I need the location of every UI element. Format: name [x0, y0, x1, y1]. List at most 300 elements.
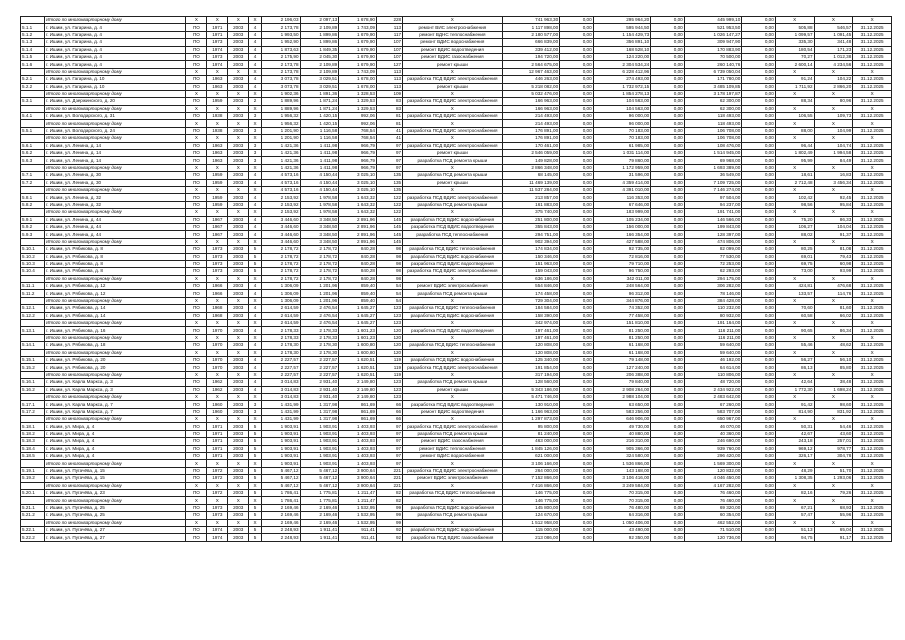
table-cell: 1 600,80: [339, 349, 377, 356]
row-number: [21, 68, 45, 75]
table-cell: X: [207, 105, 228, 112]
table-cell: 1962: [207, 386, 228, 393]
table-cell: X: [186, 416, 207, 423]
table-cell: 2003: [228, 260, 249, 267]
table-cell: 91,37: [814, 231, 853, 238]
table-cell: 2 169,46: [261, 504, 300, 511]
table-cell: 107: [376, 39, 402, 46]
table-cell: 31.12.2025: [853, 534, 892, 541]
table-cell: 18,61: [775, 172, 814, 179]
table-cell: разработка ПСД ремонта крыши: [403, 430, 502, 437]
table-cell: X: [249, 135, 262, 142]
table-cell: 1971: [207, 438, 228, 445]
table-cell: 0,00: [651, 453, 685, 460]
row-number: [21, 90, 45, 97]
table-cell: 59 640,00: [684, 349, 742, 356]
address-cell: г. Ишим, ул. Пугачёва, д. 25: [45, 504, 186, 511]
table-cell: 2 908 264,00: [593, 386, 651, 393]
table-cell: разработка ПСД ВДИС электроснабжения: [403, 76, 502, 83]
table-cell: 1 643,32: [339, 209, 377, 216]
table-cell: ПО: [186, 31, 207, 38]
table-cell: 0,00: [651, 504, 685, 511]
table-cell: разработка ПСД ВДИС теплоснабжения: [403, 305, 502, 312]
table-cell: ПО: [186, 526, 207, 533]
table-cell: ПО: [186, 142, 207, 149]
table-cell: 992,06: [339, 120, 377, 127]
table-cell: 5: [249, 526, 262, 533]
table-cell: 1 903,91: [300, 430, 339, 437]
table-cell: 1 166 963,00: [502, 408, 560, 415]
table-cell: 113: [376, 76, 402, 83]
table-cell: 85,80: [814, 364, 853, 371]
table-cell: 70,60: [775, 305, 814, 312]
row-number: 5.11.2: [21, 290, 45, 297]
table-cell: 666 839,00: [502, 39, 560, 46]
table-cell: 0,00: [560, 53, 594, 60]
table-cell: 0,00: [651, 17, 685, 24]
table-cell: 94,75: [775, 534, 814, 541]
table-cell: 0,00: [560, 268, 594, 275]
table-cell: X: [403, 460, 502, 467]
table-cell: 355 843,00: [502, 223, 560, 230]
table-cell: 2 178,72: [300, 260, 339, 267]
table-cell: 3 025,10: [339, 179, 377, 186]
table-cell: 859,40: [339, 297, 377, 304]
table-cell: 768,54: [339, 127, 377, 134]
table-cell: 0,00: [560, 283, 594, 290]
table-cell: X: [853, 275, 892, 282]
table-row: [21, 24, 892, 31]
table-cell: 0,00: [560, 24, 594, 31]
table-cell: 295 964,20: [593, 17, 651, 24]
table-row: [21, 39, 892, 46]
table-cell: 123: [376, 305, 402, 312]
table-cell: ПО: [186, 98, 207, 105]
table-cell: X: [853, 460, 892, 467]
table-cell: 1 091,45: [814, 31, 853, 38]
address-cell: г. Ишим, ул. Рябикова, д. 8: [45, 246, 186, 253]
table-cell: 583 707,00: [684, 408, 742, 415]
table-cell: 5 218 082,00: [502, 83, 560, 90]
table-cell: разработка ПСД ВДИС водоснабжения: [403, 356, 502, 363]
table-cell: 54: [376, 283, 402, 290]
table-cell: X: [775, 371, 814, 378]
table-cell: ремонт ВДИС водоотведения: [403, 46, 502, 53]
table-cell: X: [814, 209, 853, 216]
table-cell: 50,31: [775, 423, 814, 430]
table-cell: X: [249, 371, 262, 378]
subtotal-label: Итого по многоквартирному дому: [45, 297, 186, 304]
subtotal-label: Итого по многоквартирному дому: [45, 135, 186, 142]
subtotal-label: Итого по многоквартирному дому: [45, 105, 186, 112]
table-cell: X: [403, 416, 502, 423]
row-number: [21, 334, 45, 341]
table-cell: 31.12.2025: [853, 179, 892, 186]
table-cell: 81: [376, 120, 402, 127]
table-cell: 70 183,00: [593, 135, 651, 142]
table-cell: X: [814, 482, 853, 489]
table-cell: 2 248,93: [261, 534, 300, 541]
table-cell: 0,00: [742, 164, 776, 171]
table-cell: ПО: [186, 201, 207, 208]
table-cell: 0,00: [742, 238, 776, 245]
table-cell: X: [814, 320, 853, 327]
table-cell: 1973: [207, 260, 228, 267]
table-cell: 2003: [228, 127, 249, 134]
address-cell: г. Ишим, ул. Рябикова, д. 12: [45, 290, 186, 297]
table-cell: 861,69: [339, 401, 377, 408]
table-cell: 1 679,90: [339, 53, 377, 60]
table-cell: 0,00: [742, 416, 776, 423]
address-cell: г. Ишим, ул. Дзержинского, д. 20: [45, 98, 186, 105]
table-cell: 0,00: [651, 172, 685, 179]
table-cell: 0,00: [651, 320, 685, 327]
table-cell: ПО: [186, 53, 207, 60]
table-cell: 40 360,00: [684, 430, 742, 437]
table-cell: 81 250,00: [593, 334, 651, 341]
table-row: [21, 98, 892, 105]
table-cell: 1 099,57: [775, 31, 814, 38]
table-row: [21, 305, 892, 312]
table-cell: X: [775, 105, 814, 112]
table-cell: 2 614,59: [261, 312, 300, 319]
table-cell: 7 109 725,00: [684, 179, 742, 186]
row-number: 5.22.2: [21, 534, 45, 541]
table-cell: 1 775,81: [300, 497, 339, 504]
table-cell: 67 646,00: [593, 201, 651, 208]
subtotal-label: Итого по многоквартирному дому: [45, 497, 186, 504]
address-cell: г. Ишим, ул. Ленина, д. 32: [45, 201, 186, 208]
table-cell: 0,00: [560, 76, 594, 83]
table-cell: 0,00: [742, 53, 776, 60]
table-cell: 77 530,00: [684, 253, 742, 260]
table-cell: 2 227,57: [261, 364, 300, 371]
table-cell: 2003: [228, 356, 249, 363]
table-cell: 0,00: [742, 31, 776, 38]
table-cell: 0,00: [742, 98, 776, 105]
table-cell: 119: [376, 356, 402, 363]
table-cell: 0,00: [651, 24, 685, 31]
row-number: 5.10.1: [21, 246, 45, 253]
table-cell: X: [186, 90, 207, 97]
table-cell: 0,00: [742, 490, 776, 497]
table-cell: 82 099,00: [684, 246, 742, 253]
subtotal-row: [21, 460, 892, 467]
row-number: [21, 186, 45, 193]
register-table: [20, 16, 892, 542]
table-cell: 0,00: [560, 186, 594, 193]
table-cell: 1 328,53: [339, 90, 377, 97]
table-cell: 166 963,00: [502, 105, 560, 112]
table-cell: X: [228, 460, 249, 467]
table-cell: 2 178,33: [261, 334, 300, 341]
table-cell: 31.12.2025: [853, 253, 892, 260]
subtotal-label: Итого по многоквартирному дому: [45, 186, 186, 193]
table-cell: 108 476,00: [684, 142, 742, 149]
row-number: [21, 135, 45, 142]
table-cell: 966,79: [339, 150, 377, 157]
table-cell: 0,00: [560, 512, 594, 519]
table-cell: ПО: [186, 364, 207, 371]
table-cell: 1973: [207, 53, 228, 60]
table-cell: 78 146,00: [684, 290, 742, 297]
address-cell: г. Ишим, ул. Мира, д. 4: [45, 445, 186, 452]
row-number: 5.1.5: [21, 53, 45, 60]
table-cell: 31.12.2025: [853, 408, 892, 415]
table-cell: 2 434 922,00: [684, 386, 742, 393]
table-cell: 0,00: [651, 201, 685, 208]
row-number: 5.1.6: [21, 61, 45, 68]
table-cell: 4: [249, 39, 262, 46]
table-cell: 0,00: [560, 90, 594, 97]
table-cell: 127 240,00: [593, 364, 651, 371]
table-cell: 55,46: [775, 342, 814, 349]
table-row: [21, 312, 892, 319]
table-cell: 0,00: [560, 445, 594, 452]
table-cell: 127: [376, 61, 402, 68]
table-cell: 0,00: [651, 290, 685, 297]
table-cell: 31.12.2025: [853, 386, 892, 393]
table-cell: 521 953,50: [684, 24, 742, 31]
table-cell: 1 891,36: [300, 90, 339, 97]
table-cell: X: [228, 371, 249, 378]
table-cell: 243,18: [775, 438, 814, 445]
table-cell: 0,00: [742, 201, 776, 208]
table-cell: 146 566,00: [684, 216, 742, 223]
table-cell: X: [814, 186, 853, 193]
table-cell: 0,00: [560, 416, 594, 423]
table-cell: 1 956,32: [261, 113, 300, 120]
table-cell: 98,56: [775, 201, 814, 208]
table-cell: 120 808,00: [502, 342, 560, 349]
table-cell: 91,17: [814, 534, 853, 541]
table-cell: X: [814, 68, 853, 75]
table-cell: 5 467,12: [261, 482, 300, 489]
table-cell: ПО: [186, 534, 207, 541]
table-cell: 0,00: [560, 482, 594, 489]
table-cell: 1963: [207, 150, 228, 157]
subtotal-label: Итого по многоквартирному дому: [45, 460, 186, 467]
row-number: 5.1.4: [21, 46, 45, 53]
table-cell: 46 192,00: [684, 356, 742, 363]
table-cell: 31.12.2025: [853, 342, 892, 349]
table-cell: 0,00: [560, 39, 594, 46]
row-number: 5.8.1: [21, 194, 45, 201]
table-cell: 72 816,00: [593, 253, 651, 260]
table-cell: 0,00: [651, 31, 685, 38]
table-row: [21, 327, 892, 334]
table-cell: 2003: [228, 231, 249, 238]
table-cell: 1 952,90: [261, 39, 300, 46]
table-cell: X: [186, 393, 207, 400]
table-cell: X: [207, 371, 228, 378]
table-cell: 41: [376, 135, 402, 142]
table-cell: 324 580,00: [593, 453, 651, 460]
table-cell: 68,93: [814, 504, 853, 511]
table-cell: 64 614,00: [684, 364, 742, 371]
table-cell: 81: [376, 113, 402, 120]
table-cell: X: [228, 275, 249, 282]
table-cell: 3 073,78: [261, 83, 300, 90]
table-cell: 1 743,09: [339, 24, 377, 31]
table-cell: 143 168,00: [593, 467, 651, 474]
table-cell: ПО: [186, 253, 207, 260]
table-cell: 0,00: [651, 475, 685, 482]
table-cell: 1959: [207, 179, 228, 186]
table-cell: ремонт ВДИС газоснабжения: [403, 53, 502, 60]
table-cell: 88,34: [775, 98, 814, 105]
table-cell: 4: [249, 76, 262, 83]
table-cell: X: [814, 17, 853, 24]
table-cell: 2003: [228, 194, 249, 201]
table-cell: 1 297 873,00: [502, 416, 560, 423]
table-cell: 31.12.2025: [853, 423, 892, 430]
table-cell: 62 300,00: [684, 105, 742, 112]
table-cell: X: [775, 238, 814, 245]
table-cell: 474 806,00: [684, 238, 742, 245]
table-cell: 650 967,00: [684, 416, 742, 423]
table-cell: 174 834,00: [502, 246, 560, 253]
table-cell: 0,00: [651, 157, 685, 164]
table-cell: X: [228, 135, 249, 142]
table-cell: X: [775, 482, 814, 489]
table-cell: 768,54: [339, 135, 377, 142]
table-cell: 79 860,00: [593, 157, 651, 164]
table-cell: X: [228, 90, 249, 97]
table-cell: X: [249, 416, 262, 423]
table-cell: 0,00: [560, 113, 594, 120]
table-cell: X: [403, 68, 502, 75]
address-cell: г. Ишим, ул. Карла Маркса, д. 7: [45, 408, 186, 415]
table-cell: X: [403, 349, 502, 356]
table-cell: 2003: [228, 379, 249, 386]
table-cell: X: [228, 519, 249, 526]
table-cell: 2 178,72: [261, 260, 300, 267]
table-cell: 2003: [228, 445, 249, 452]
table-cell: 5 343 186,00: [502, 386, 560, 393]
table-cell: разработка ПСД ремонта крыши: [403, 379, 502, 386]
table-cell: 82,16: [775, 490, 814, 497]
table-cell: 1 050 406,00: [593, 519, 651, 526]
table-cell: 0,00: [560, 401, 594, 408]
subtotal-row: [21, 393, 892, 400]
table-cell: 1 903,91: [261, 453, 300, 460]
table-cell: X: [228, 416, 249, 423]
table-cell: 375 740,00: [502, 209, 560, 216]
table-cell: 0,00: [651, 305, 685, 312]
table-cell: 97: [376, 460, 402, 467]
table-cell: 274 493,00: [593, 76, 651, 83]
table-cell: X: [249, 120, 262, 127]
table-cell: 158 390,00: [502, 312, 560, 319]
table-cell: 2003: [228, 504, 249, 511]
row-number: 5.5.1: [21, 127, 45, 134]
table-cell: 43 490,00: [593, 526, 651, 533]
table-cell: 1 802,49: [775, 150, 814, 157]
table-cell: 0,00: [560, 142, 594, 149]
table-cell: 69 320,00: [684, 504, 742, 511]
table-cell: 0,00: [742, 445, 776, 452]
table-cell: 77 458,00: [593, 312, 651, 319]
table-cell: 1 421,36: [261, 164, 300, 171]
table-cell: 70 315,00: [593, 497, 651, 504]
table-cell: X: [228, 497, 249, 504]
table-cell: X: [186, 349, 207, 356]
table-cell: 1 403,93: [339, 438, 377, 445]
table-cell: 106,55: [775, 113, 814, 120]
table-cell: X: [186, 135, 207, 142]
table-cell: 0,00: [742, 113, 776, 120]
table-cell: 4: [249, 231, 262, 238]
table-cell: 5: [249, 445, 262, 452]
table-cell: 1 889,96: [261, 105, 300, 112]
table-cell: 86,34: [814, 327, 853, 334]
table-cell: 2003: [228, 467, 249, 474]
table-cell: 0,00: [560, 467, 594, 474]
address-cell: г. Ишим, ул. Гагарина, д. 4: [45, 39, 186, 46]
table-cell: X: [249, 519, 262, 526]
address-cell: г. Ишим, ул. Карла Маркса, д. 3: [45, 386, 186, 393]
address-cell: г. Ишим, ул. Пугачёва, д. 27: [45, 526, 186, 533]
table-cell: 221: [376, 482, 402, 489]
table-cell: 0,00: [560, 164, 594, 171]
table-cell: 4 573,16: [261, 172, 300, 179]
table-row: [21, 231, 892, 238]
table-cell: 61 168,00: [593, 342, 651, 349]
table-cell: 5: [249, 467, 262, 474]
table-cell: 1973: [207, 253, 228, 260]
table-cell: X: [249, 275, 262, 282]
table-cell: 0,00: [560, 172, 594, 179]
table-cell: 1963: [207, 83, 228, 90]
table-cell: 1971: [207, 445, 228, 452]
table-cell: 51,70: [814, 467, 853, 474]
table-row: [21, 61, 892, 68]
table-cell: 0,00: [560, 68, 594, 75]
table-cell: 1 679,90: [339, 31, 377, 38]
table-cell: 2 109,89: [300, 68, 339, 75]
address-cell: г. Ишим, ул. Рябикова, д. 8: [45, 253, 186, 260]
address-cell: г. Ишим, ул. Гагарина, д. 4: [45, 46, 186, 53]
table-cell: 83: [376, 98, 402, 105]
table-cell: 146 775,00: [502, 497, 560, 504]
table-cell: 4: [249, 31, 262, 38]
table-cell: X: [403, 238, 502, 245]
table-cell: 1972: [207, 467, 228, 474]
table-cell: X: [249, 186, 262, 193]
table-cell: 0,00: [742, 379, 776, 386]
table-cell: ремонт крыши: [403, 179, 502, 186]
table-cell: 1 317,98: [300, 401, 339, 408]
address-cell: г. Ишим, ул. Рябикова, д. 8: [45, 268, 186, 275]
table-cell: ПО: [186, 61, 207, 68]
table-cell: 1 308,35: [775, 475, 814, 482]
table-cell: 0,00: [651, 379, 685, 386]
table-cell: 94 237,00: [684, 201, 742, 208]
table-cell: 0,00: [742, 61, 776, 68]
table-cell: 1 679,90: [339, 39, 377, 46]
table-cell: 120: [376, 349, 402, 356]
table-cell: 166 354,00: [593, 231, 651, 238]
table-cell: 2 178,30: [300, 342, 339, 349]
table-cell: 0,00: [560, 231, 594, 238]
table-cell: 0,00: [651, 497, 685, 504]
table-cell: 1 201,96: [300, 283, 339, 290]
table-cell: X: [814, 275, 853, 282]
table-cell: 1 899,86: [300, 39, 339, 46]
table-cell: 1 698,24: [814, 386, 853, 393]
table-cell: 2 173,78: [261, 68, 300, 75]
